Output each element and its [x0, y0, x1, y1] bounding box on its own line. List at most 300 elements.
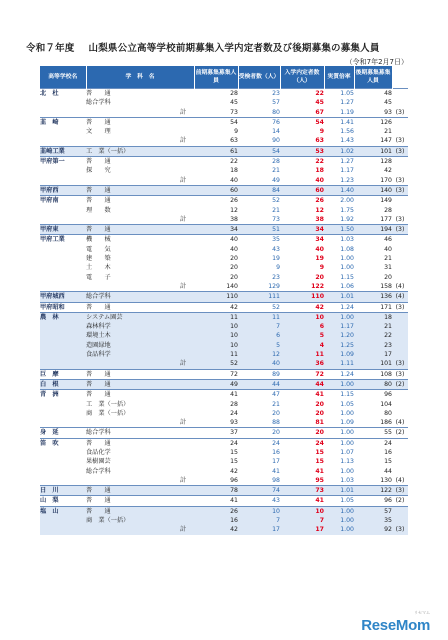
table-row — [40, 516, 408, 525]
cell-note: (3) — [392, 525, 408, 534]
cell-admit: 38 — [315, 215, 324, 223]
cell-school: 甲府西 — [40, 185, 86, 195]
table-row — [40, 312, 408, 322]
cell-note — [392, 196, 408, 206]
cell-exam: 57 — [272, 99, 280, 107]
cell-school — [40, 350, 86, 359]
cell-school: 甲府工業 — [40, 235, 86, 245]
cell-rate: 1.00 — [324, 516, 354, 525]
cell-admit: 122 — [311, 282, 324, 290]
cell-school: 甲府昭和 — [40, 302, 86, 312]
cell-note — [392, 516, 408, 525]
table-row — [40, 409, 408, 418]
table-row — [40, 196, 408, 206]
cell-admit: 72 — [280, 369, 324, 379]
cell-note — [392, 254, 408, 263]
cell-dept: 普 通 — [86, 196, 194, 206]
cell-note — [392, 89, 408, 99]
cell-exam: 9 — [276, 264, 280, 272]
cell-dept: 普 通 — [86, 157, 194, 167]
cell-recruit: 20 — [230, 273, 238, 281]
cell-admit: 24 — [280, 438, 324, 448]
cell-recruit: 15 — [230, 448, 238, 456]
cell-exam: 98 — [272, 476, 280, 484]
cell-dept: 食品化学 — [86, 448, 111, 456]
cell-school — [40, 176, 86, 186]
cell-exam: 20 — [238, 428, 280, 438]
cell-admit: 53 — [280, 146, 324, 156]
cell-late: 96 — [354, 390, 392, 400]
cell-rate: 1.24 — [324, 369, 354, 379]
cell-school: 甲府城西 — [40, 292, 86, 302]
cell-dept: 普 通 — [86, 117, 194, 127]
cell-late: 171 — [354, 302, 392, 312]
table-row — [40, 176, 408, 186]
cell-late: 28 — [384, 206, 392, 214]
table-row — [40, 350, 408, 359]
cell-note: (3) — [392, 359, 408, 369]
cell-rate: 1.01 — [324, 486, 354, 496]
cell-note: (2) — [392, 496, 408, 506]
cell-note — [392, 467, 408, 476]
cell-exam: 6 — [238, 331, 280, 340]
cell-note: (4) — [395, 419, 405, 427]
cell-exam: 24 — [238, 438, 280, 448]
table-row — [40, 166, 408, 175]
cell-admit: 22 — [280, 89, 324, 99]
cell-late: 186 — [380, 419, 392, 427]
cell-exam: 21 — [272, 400, 280, 408]
cell-exam: 11 — [238, 312, 280, 322]
cell-exam: 52 — [238, 302, 280, 312]
table-row — [40, 448, 408, 457]
cell-recruit: 110 — [194, 292, 238, 302]
cell-late: 147 — [380, 137, 392, 145]
cell-admit: 81 — [315, 419, 324, 427]
cell-rate: 1.25 — [324, 341, 354, 350]
header-admitted: 入学内定者数（人） — [280, 66, 324, 89]
cell-recruit: 73 — [230, 108, 238, 116]
table-row — [40, 369, 408, 379]
cell-exam: 12 — [238, 350, 280, 359]
cell-note: (3) — [395, 137, 405, 145]
cell-admit: 95 — [315, 476, 324, 484]
cell-late: 46 — [354, 235, 392, 245]
cell-late: 92 — [354, 525, 392, 534]
cell-exam: 88 — [272, 419, 280, 427]
table-row — [40, 245, 408, 254]
cell-late: 55 — [354, 428, 392, 438]
table-row — [40, 215, 408, 225]
cell-note: (4) — [392, 292, 408, 302]
cell-rate: 1.03 — [340, 476, 354, 484]
cell-admit: 18 — [315, 167, 324, 175]
cell-rate: 1.00 — [324, 438, 354, 448]
cell-dept: 機 械 — [86, 235, 194, 245]
cell-rate: 1.41 — [324, 117, 354, 127]
cell-note — [392, 117, 408, 127]
cell-admit: 20 — [315, 400, 324, 408]
cell-exam: 7 — [238, 516, 280, 525]
cell-dept: 計 — [179, 419, 186, 427]
cell-rate: 1.43 — [340, 137, 354, 145]
cell-admit: 9 — [319, 128, 324, 136]
cell-dept: 造園緑地 — [86, 341, 194, 350]
cell-recruit: 26 — [194, 196, 238, 206]
table-row — [40, 157, 408, 167]
cell-recruit: 16 — [194, 516, 238, 525]
cell-late: 101 — [354, 146, 392, 156]
cell-late: 57 — [354, 506, 392, 516]
cell-admit: 20 — [280, 428, 324, 438]
cell-rate: 1.00 — [324, 525, 354, 534]
cell-school: 甲府第一 — [40, 157, 86, 167]
cell-admit: 60 — [280, 185, 324, 195]
header-dept: 学 科 名 — [86, 66, 194, 89]
cell-recruit: 40 — [230, 176, 238, 184]
cell-rate: 1.05 — [340, 400, 354, 408]
cell-rate: 1.24 — [324, 302, 354, 312]
cell-rate: 1.07 — [340, 448, 354, 456]
cell-late: 21 — [354, 322, 392, 331]
cell-recruit: 37 — [194, 428, 238, 438]
cell-late: 21 — [384, 128, 392, 136]
cell-note: (4) — [395, 476, 405, 484]
cell-school: 白 根 — [40, 379, 86, 389]
cell-admit: 34 — [280, 235, 324, 245]
cell-recruit: 72 — [194, 369, 238, 379]
cell-dept: 普 通 — [86, 89, 194, 99]
cell-exam: 17 — [238, 525, 280, 534]
cell-exam: 19 — [272, 255, 280, 263]
cell-recruit: 38 — [230, 215, 238, 223]
table-row — [40, 322, 408, 331]
logo-text: ReseMom — [361, 617, 430, 634]
cell-rate: 1.23 — [340, 176, 354, 184]
cell-admit: 110 — [280, 292, 324, 302]
cell-admit: 9 — [319, 264, 324, 272]
cell-admit: 12 — [315, 206, 324, 214]
cell-exam: 5 — [238, 341, 280, 350]
cell-admit: 4 — [280, 341, 324, 350]
cell-school — [40, 418, 86, 428]
cell-recruit: 28 — [194, 89, 238, 99]
cell-late: 16 — [384, 448, 392, 456]
cell-recruit: 24 — [194, 438, 238, 448]
cell-school — [40, 136, 86, 146]
cell-dept: 総合学科 — [86, 292, 194, 302]
cell-exam: 41 — [272, 467, 280, 475]
cell-exam: 17 — [272, 458, 280, 466]
cell-note — [392, 235, 408, 245]
cell-note: (3) — [392, 146, 408, 156]
cell-late: 101 — [354, 359, 392, 369]
cell-rate: 1.17 — [324, 322, 354, 331]
cell-school — [40, 457, 86, 466]
cell-note — [392, 322, 408, 331]
cell-school — [40, 215, 86, 225]
cell-admit: 63 — [315, 137, 324, 145]
cell-exam: 54 — [238, 146, 280, 156]
cell-recruit: 41 — [194, 496, 238, 506]
cell-late: 48 — [354, 89, 392, 99]
cell-admit: 22 — [280, 157, 324, 167]
cell-dept: 普 通 — [86, 379, 194, 389]
cell-exam: 44 — [238, 379, 280, 389]
cell-recruit: 10 — [194, 341, 238, 350]
cell-rate: 1.02 — [324, 146, 354, 156]
header-rate: 実質倍率 — [324, 66, 354, 89]
cell-admit: 41 — [280, 390, 324, 400]
cell-note: (3) — [395, 215, 405, 223]
cell-exam: 28 — [238, 157, 280, 167]
cell-rate: 1.19 — [340, 108, 354, 116]
cell-recruit: 24 — [230, 409, 238, 417]
cell-rate: 1.50 — [324, 225, 354, 235]
cell-school — [40, 476, 86, 486]
table-row — [40, 292, 408, 302]
cell-recruit: 11 — [194, 350, 238, 359]
cell-rate: 1.06 — [340, 282, 354, 290]
cell-school: 日 川 — [40, 486, 86, 496]
cell-rate: 1.15 — [324, 390, 354, 400]
cell-dept: 計 — [179, 476, 186, 484]
cell-note — [392, 127, 408, 136]
cell-exam: 52 — [238, 196, 280, 206]
cell-recruit: 11 — [194, 312, 238, 322]
table-row — [40, 206, 408, 215]
table-row — [40, 457, 408, 466]
cell-admit: 15 — [315, 458, 324, 466]
cell-dept: 総合学科 — [86, 467, 111, 475]
cell-rate: 1.00 — [324, 312, 354, 322]
cell-note — [392, 400, 408, 409]
cell-late: 23 — [354, 341, 392, 350]
cell-school — [40, 525, 86, 534]
cell-late: 17 — [354, 350, 392, 359]
cell-dept: 果樹園芸 — [86, 458, 111, 466]
cell-school — [40, 516, 86, 525]
table-row — [40, 341, 408, 350]
table-row — [40, 185, 408, 195]
cell-rate: 1.17 — [340, 167, 354, 175]
cell-rate: 1.01 — [324, 292, 354, 302]
cell-school: 甲府南 — [40, 196, 86, 206]
cell-school: 北 杜 — [40, 89, 86, 99]
cell-admit: 10 — [280, 312, 324, 322]
table-row — [40, 379, 408, 389]
cell-admit: 41 — [315, 467, 324, 475]
cell-recruit: 41 — [194, 390, 238, 400]
table-row — [40, 254, 408, 263]
cell-school: 農 林 — [40, 312, 86, 322]
cell-note — [392, 341, 408, 350]
cell-rate: 1.11 — [324, 359, 354, 369]
cell-late: 15 — [384, 458, 392, 466]
cell-recruit: 18 — [230, 167, 238, 175]
cell-recruit: 61 — [194, 146, 238, 156]
cell-school: 甲府東 — [40, 225, 86, 235]
table-row — [40, 418, 408, 428]
cell-dept: 普 通 — [86, 302, 194, 312]
cell-late: 80 — [384, 409, 392, 417]
cell-school — [40, 359, 86, 369]
cell-note — [392, 390, 408, 400]
cell-rate: 1.00 — [340, 467, 354, 475]
cell-note — [392, 273, 408, 282]
cell-note — [392, 245, 408, 254]
cell-rate: 1.27 — [324, 157, 354, 167]
cell-exam: 43 — [272, 245, 280, 253]
document-title — [26, 40, 380, 54]
cell-admit: 36 — [280, 359, 324, 369]
cell-recruit: 34 — [194, 225, 238, 235]
cell-admit: 7 — [280, 516, 324, 525]
cell-rate: 1.92 — [340, 215, 354, 223]
cell-exam: 35 — [238, 235, 280, 245]
cell-admit: 44 — [280, 379, 324, 389]
cell-rate: 1.75 — [340, 206, 354, 214]
cell-recruit: 28 — [230, 400, 238, 408]
cell-note — [392, 206, 408, 215]
cell-recruit: 96 — [230, 476, 238, 484]
cell-late: 128 — [354, 157, 392, 167]
cell-late: 35 — [354, 516, 392, 525]
cell-school: 韮 崎 — [40, 117, 86, 127]
cell-late: 158 — [380, 282, 392, 290]
cell-admit: 42 — [280, 302, 324, 312]
cell-rate: 1.09 — [340, 419, 354, 427]
cell-admit: 45 — [315, 99, 324, 107]
cell-late: 126 — [354, 117, 392, 127]
cell-exam: 89 — [238, 369, 280, 379]
cell-rate: 1.13 — [340, 458, 354, 466]
table-row — [40, 273, 408, 282]
cell-late: 21 — [384, 255, 392, 263]
cell-admit: 40 — [315, 245, 324, 253]
cell-admit: 17 — [280, 525, 324, 534]
cell-note — [392, 157, 408, 167]
cell-recruit: 9 — [234, 128, 238, 136]
cell-exam: 23 — [272, 273, 280, 281]
cell-note — [392, 409, 408, 418]
cell-dept: 計 — [179, 176, 186, 184]
logo-sub: リセマム — [414, 610, 430, 615]
cell-admit: 41 — [280, 496, 324, 506]
cell-recruit: 42 — [194, 302, 238, 312]
cell-recruit: 45 — [230, 99, 238, 107]
cell-late: 177 — [380, 215, 392, 223]
cell-note — [392, 331, 408, 340]
cell-school — [40, 467, 86, 476]
header-examinees: 受検者数（人） — [238, 66, 280, 89]
cell-rate: 1.27 — [340, 99, 354, 107]
cell-note: (3) — [395, 176, 405, 184]
table-row — [40, 146, 408, 156]
cell-dept: 工 業（一括） — [86, 146, 194, 156]
cell-dept: 計 — [179, 215, 186, 223]
cell-dept: 商 業（一括） — [86, 409, 130, 417]
cell-school: 韮崎工業 — [40, 146, 86, 156]
cell-admit: 19 — [315, 255, 324, 263]
cell-recruit: 15 — [230, 458, 238, 466]
cell-exam: 10 — [238, 506, 280, 516]
cell-dept: 森林科学 — [86, 322, 194, 331]
cell-admit: 20 — [315, 273, 324, 281]
table-row — [40, 235, 408, 245]
cell-admit: 73 — [280, 486, 324, 496]
cell-school — [40, 108, 86, 118]
cell-school: 笛 吹 — [40, 438, 86, 448]
cell-dept: 食品科学 — [86, 350, 194, 359]
cell-late: 104 — [380, 400, 392, 408]
cell-admit: 67 — [315, 108, 324, 116]
title-text: 山梨県公立高等学校前期募集入学内定者数及び後期募集の募集人員 — [88, 43, 380, 54]
cell-exam: 80 — [272, 108, 280, 116]
cell-dept: 電 子 — [86, 273, 111, 281]
cell-late: 18 — [354, 312, 392, 322]
table-row — [40, 486, 408, 496]
cell-note — [392, 457, 408, 466]
cell-note: (3) — [392, 302, 408, 312]
table-row — [40, 108, 408, 118]
cell-dept: 普 通 — [86, 496, 194, 506]
cell-late: 44 — [384, 467, 392, 475]
cell-admit: 11 — [280, 350, 324, 359]
cell-note: (3) — [392, 225, 408, 235]
table-row — [40, 390, 408, 400]
cell-admit: 10 — [280, 506, 324, 516]
table-row — [40, 282, 408, 292]
title-era: 令和７年度 — [26, 43, 75, 54]
cell-admit: 5 — [280, 331, 324, 340]
cell-exam: 40 — [238, 359, 280, 369]
cell-late: 20 — [384, 273, 392, 281]
cell-rate: 1.05 — [324, 496, 354, 506]
cell-exam: 51 — [238, 225, 280, 235]
cell-note — [392, 438, 408, 448]
cell-dept: 計 — [179, 108, 186, 116]
cell-late: 136 — [354, 292, 392, 302]
cell-exam: 129 — [268, 282, 280, 290]
cell-dept: 環境土木 — [86, 331, 194, 340]
cell-dept: 総合学科 — [86, 428, 194, 438]
cell-late: 80 — [354, 379, 392, 389]
cell-rate: 1.09 — [324, 350, 354, 359]
cell-rate: 1.56 — [340, 128, 354, 136]
cell-note: (3) — [392, 369, 408, 379]
cell-rate: 1.03 — [324, 235, 354, 245]
cell-dept: 計 — [179, 137, 186, 145]
header-school: 高等学校名 — [40, 66, 86, 89]
cell-exam: 16 — [272, 448, 280, 456]
cell-dept: 普 通 — [86, 506, 194, 516]
cell-dept: 土 木 — [86, 264, 111, 272]
table-row — [40, 136, 408, 146]
header-note — [392, 66, 408, 89]
cell-note — [392, 350, 408, 359]
admissions-table — [40, 66, 409, 535]
cell-late: 140 — [354, 185, 392, 195]
cell-recruit: 20 — [230, 264, 238, 272]
cell-school — [40, 400, 86, 409]
cell-admit: 40 — [315, 176, 324, 184]
cell-exam: 73 — [272, 215, 280, 223]
cell-school: 塩 山 — [40, 506, 86, 516]
cell-recruit: 22 — [194, 157, 238, 167]
cell-late: 194 — [354, 225, 392, 235]
cell-rate: 1.00 — [324, 379, 354, 389]
